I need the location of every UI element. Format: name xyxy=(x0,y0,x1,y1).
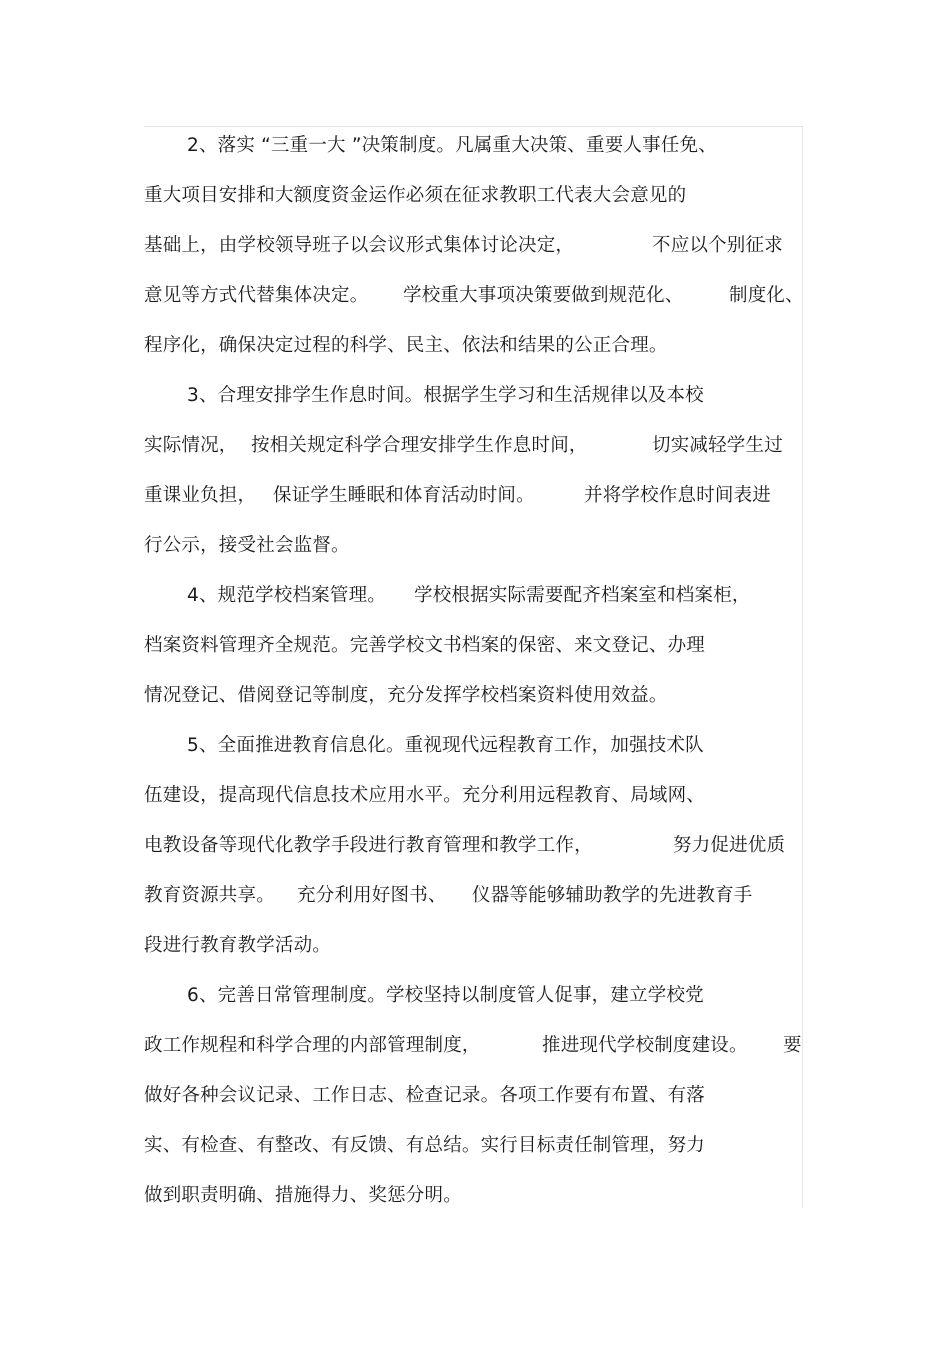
text-segment: 政工作规程和科学合理的内部管理制度， xyxy=(144,1035,481,1056)
text-segment: 并将学校作息时间表进 xyxy=(584,485,772,506)
text-segment: 充分利用好图书、 xyxy=(297,885,447,906)
text-segment: 重课业负担， xyxy=(144,485,257,506)
text-segment: 切实减轻学生过 xyxy=(652,435,783,456)
text-segment: 实际情况， xyxy=(144,435,238,456)
text-segment: 4、规范学校档案管理。 xyxy=(187,585,386,606)
text-segment: 档案资料管理齐全规范。完善学校文书档案的保密、来文登记、办理 xyxy=(144,635,706,656)
text-segment: 学校重大事项决策要做到规范化、 xyxy=(403,285,684,306)
text-segment: 程序化，确保决定过程的科学、民主、依法和结果的公正合理。 xyxy=(144,335,668,356)
text-segment: 基础上，由学校领导班子以会议形式集体讨论决定， xyxy=(144,235,575,256)
text-segment: 制度化、 xyxy=(729,285,804,306)
text-segment: 按相关规定科学合理安排学生作息时间， xyxy=(251,435,588,456)
text-segment: 5、全面推进教育信息化。重视现代远程教育工作，加强技术队 xyxy=(187,735,704,756)
text-segment: 伍建设，提高现代信息技术应用水平。充分利用远程教育、局域网、 xyxy=(144,785,706,806)
text-segment: 2、落实 “三重一大 ”决策制度。凡属重大决策、重要人事任免、 xyxy=(187,135,717,156)
text-segment: 推进现代学校制度建设。 xyxy=(542,1035,748,1056)
text-segment: 不应以个别征求 xyxy=(652,235,783,256)
text-segment: 重大项目安排和大额度资金运作必须在征求教职工代表大会意见的 xyxy=(144,185,687,206)
text-segment: 努力促进优质 xyxy=(673,835,786,856)
text-segment: 仪器等能够辅助教学的先进教育手 xyxy=(472,885,753,906)
text-segment: 保证学生睡眠和体育活动时间。 xyxy=(273,485,535,506)
text-segment: 意见等方式代替集体决定。 xyxy=(144,285,369,306)
text-segment: 学校根据实际需要配齐档案室和档案柜， xyxy=(414,585,751,606)
text-segment: 3、合理安排学生作息时间。根据学生学习和生活规律以及本校 xyxy=(187,385,704,406)
text-segment: 教育资源共享。 xyxy=(144,885,275,906)
text-segment: 电教设备等现代化教学手段进行教育管理和教学工作， xyxy=(144,835,593,856)
text-segment: 行公示，接受社会监督。 xyxy=(144,535,350,556)
text-segment: 实、有检查、有整改、有反馈、有总结。实行目标责任制管理，努力 xyxy=(144,1135,706,1156)
text-segment: 要 xyxy=(783,1035,802,1056)
text-segment: 做好各种会议记录、工作日志、检查记录。各项工作要有布置、有落 xyxy=(144,1085,706,1106)
text-segment: 情况登记、借阅登记等制度，充分发挥学校档案资料使用效益。 xyxy=(144,685,668,706)
text-segment: 段进行教育教学活动。 xyxy=(144,935,332,956)
text-segment: 6、完善日常管理制度。学校坚持以制度管人促事，建立学校党 xyxy=(187,985,704,1006)
text-segment: 做到职责明确、措施得力、奖惩分明。 xyxy=(144,1185,462,1206)
